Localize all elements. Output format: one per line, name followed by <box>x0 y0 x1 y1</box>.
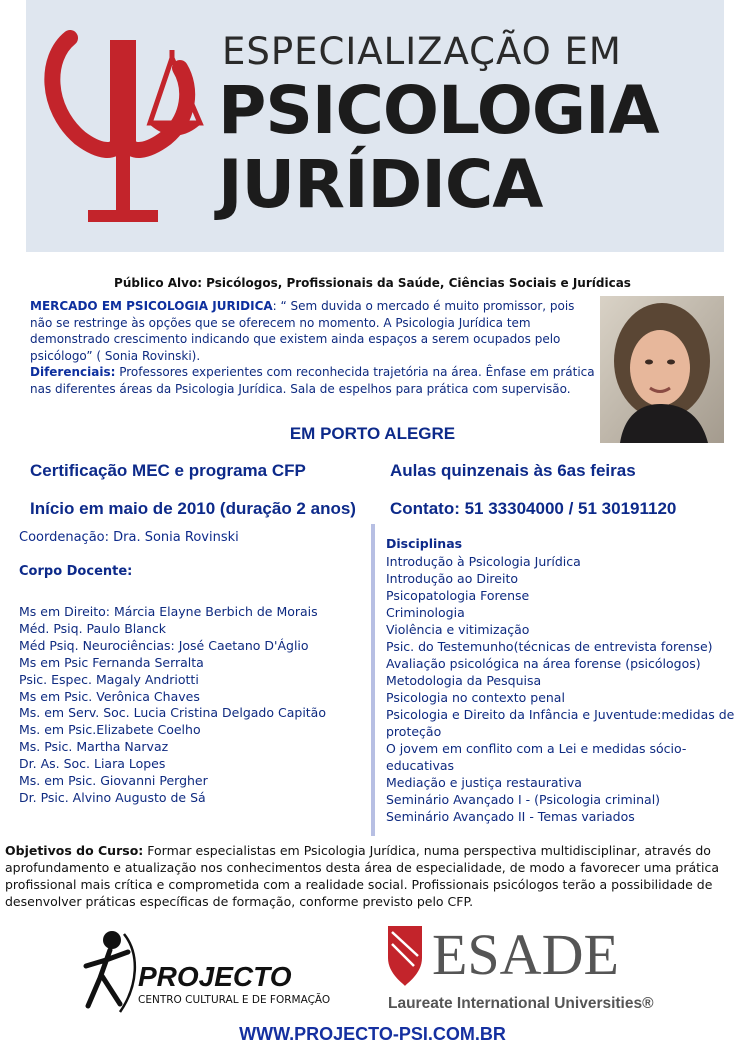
esade-logo <box>384 922 674 1017</box>
differentials-label: Diferenciais: <box>30 365 116 379</box>
coordinator-photo <box>600 296 724 443</box>
subject-item: O jovem em conflito com a Lei e medidas sócio-educativas <box>386 741 687 773</box>
classes-schedule: Aulas quinzenais às 6as feiras <box>390 461 636 480</box>
objectives-label: Objetivos do Curso: <box>5 843 144 858</box>
start-date: Início em maio de 2010 (duração 2 anos) <box>30 499 356 518</box>
market-text: : “ Sem duvida o mercado é muito promissor, pois não se restringe às opções que se oferecem no momento. A Psicologia Jurídica tem demonstrado crescimento indicando que existem ainda espaços a serem ocupados pelo psicólogo” ( Sonia Rovinski). <box>30 299 575 363</box>
subject-item: Seminário Avançado I - (Psicologia criminal) <box>386 792 661 807</box>
banner-title-line1: ESPECIALIZAÇÃO EM <box>222 30 622 73</box>
projecto-name: PROJECTO <box>138 961 292 992</box>
faculty-item: Ms. em Psic. Giovanni Pergher <box>19 773 208 789</box>
column-divider <box>371 524 375 836</box>
faculty-item: Méd. Psiq. Paulo Blanck <box>19 620 166 636</box>
faculty-item: Ms. em Psic.Elizabete Coelho <box>19 722 201 738</box>
faculty-item: Ms em Psic Fernanda Serralta <box>19 654 204 670</box>
subject-item: Mediação e justiça restaurativa <box>386 775 582 790</box>
faculty-heading: Corpo Docente: <box>19 564 133 579</box>
subject-item: Metodologia da Pesquisa <box>386 673 542 688</box>
faculty-item: Ms em Psic. Verônica Chaves <box>19 688 200 704</box>
faculty-item: Méd Psiq. Neurociências: José Caetano D'Áglio <box>19 637 309 653</box>
coordination-block <box>19 530 369 579</box>
subject-item: Violência e vitimização <box>386 622 530 637</box>
faculty-item: Ms. em Serv. Soc. Lucia Cristina Delgado Capitão <box>19 705 326 721</box>
esade-name: ESADE <box>432 922 619 987</box>
subject-item: Criminologia <box>386 605 465 620</box>
esade-subtitle: Laureate International Universities® <box>388 995 654 1012</box>
faculty-item: Psic. Espec. Magaly Andriotti <box>19 671 199 687</box>
intro-text <box>30 298 598 397</box>
subjects-heading: Disciplinas <box>386 536 463 551</box>
website-link[interactable]: WWW.PROJECTO-PSI.COM.BR <box>239 1024 506 1044</box>
contact-phone: Contato: 51 33304000 / 51 30191120 <box>390 499 677 518</box>
subject-item: Psicopatologia Forense <box>386 588 530 603</box>
projecto-logo <box>80 926 350 1016</box>
subject-item: Introdução ao Direito <box>386 571 518 586</box>
subject-item: Introdução à Psicologia Jurídica <box>386 554 581 569</box>
course-objectives <box>5 842 737 910</box>
faculty-item: Dr. Psic. Alvino Augusto de Sá <box>19 789 206 805</box>
subject-item: Avaliação psicológica na área forense (psicólogos) <box>386 656 701 671</box>
target-audience: Público Alvo: Psicólogos, Profissionais da Saúde, Ciências Sociais e Jurídicas <box>114 276 631 290</box>
objectives-text: Formar especialistas em Psicologia Jurídica, numa perspectiva multidisciplinar, através do aprofundamento e atualização nos conhecimentos desta área de especialidade, de modo a favorecer uma prática profissional mais crítica e comprometida com a realidade social. Profissionais psicólogos terão a possibilidade de desenvolver práticas específicas de formação, conforme previsto pelo CFP. <box>5 843 720 909</box>
market-label: MERCADO EM PSICOLOGIA JURIDICA <box>30 299 273 313</box>
header-banner <box>26 0 724 252</box>
faculty-list <box>19 604 369 807</box>
banner-title-line2: PSICOLOGIA <box>218 72 659 149</box>
differentials-text: Professores experientes com reconhecida trajetória na área. Ênfase em prática nas diferentes áreas da Psicologia Jurídica. Sala de espelhos para prática com supervisão. <box>30 365 595 396</box>
subject-item: Psic. do Testemunho(técnicas de entrevista forense) <box>386 639 713 654</box>
projecto-subtitle: CENTRO CULTURAL E DE FORMAÇÃO <box>138 994 331 1006</box>
faculty-item: Dr. As. Soc. Liara Lopes <box>19 756 166 772</box>
subject-item: Seminário Avançado II - Temas variados <box>386 809 635 824</box>
subject-item: Psicologia e Direito da Infância e Juventude:medidas de proteção <box>386 707 735 739</box>
banner-title-line3: JURÍDICA <box>218 146 543 223</box>
subject-item: Psicologia no contexto penal <box>386 690 565 705</box>
faculty-item: Ms em Direito: Márcia Elayne Berbich de Morais <box>19 604 318 619</box>
psi-scales-logo <box>40 28 210 238</box>
location-heading: EM PORTO ALEGRE <box>289 424 456 443</box>
certification-info: Certificação MEC e programa CFP <box>30 461 306 480</box>
subjects-list <box>386 553 736 825</box>
coordinator: Coordenação: Dra. Sonia Rovinski <box>19 530 239 545</box>
faculty-item: Ms. Psic. Martha Narvaz <box>19 739 169 755</box>
